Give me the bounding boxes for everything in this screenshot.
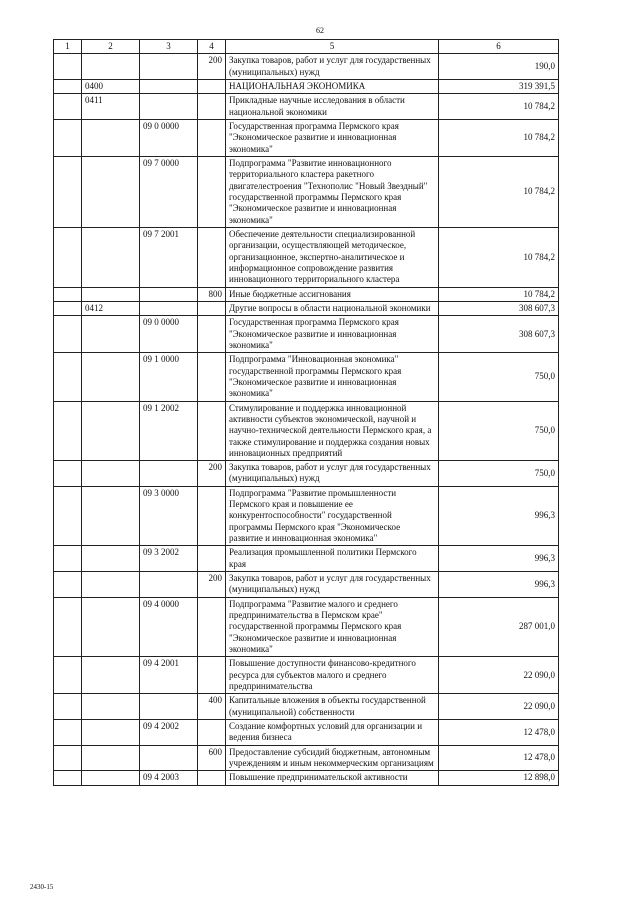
section-cell [54, 54, 82, 80]
description-cell: Создание комфортных условий для организации и ведения бизнеса [226, 720, 439, 746]
target-article-cell: 09 1 0000 [140, 353, 198, 401]
section-cell [54, 572, 82, 598]
subsection-cell [82, 316, 140, 353]
target-article-cell [140, 287, 198, 301]
table-row [54, 546, 559, 572]
subsection-cell [82, 771, 140, 785]
section-cell [54, 771, 82, 785]
target-article-cell: 09 4 2003 [140, 771, 198, 785]
target-article-cell [140, 745, 198, 771]
expense-type-cell [198, 353, 226, 401]
description-cell: НАЦИОНАЛЬНАЯ ЭКОНОМИКА [226, 79, 439, 93]
table-row [54, 316, 559, 353]
section-cell [54, 745, 82, 771]
expense-type-cell [198, 301, 226, 315]
column-header-6: 6 [439, 40, 559, 54]
target-article-cell [140, 79, 198, 93]
amount-cell: 10 784,2 [439, 94, 559, 120]
section-cell [54, 119, 82, 156]
subsection-cell [82, 156, 140, 227]
description-cell: Другие вопросы в области национальной экономики [226, 301, 439, 315]
section-cell [54, 401, 82, 461]
description-cell: Государственная программа Пермского края "Экономическое развитие и инновационная экономика" [226, 316, 439, 353]
expense-type-cell [198, 227, 226, 287]
budget-table [53, 39, 559, 786]
description-cell: Капитальные вложения в объекты государственной (муниципальной) собственности [226, 694, 439, 720]
description-cell: Подпрограмма "Развитие инновационного территориального кластера ракетного двигателестроения "Технополис "Новый Звездный" государственной программы Пермского края "Экономическое развитие и инновационная экономика" [226, 156, 439, 227]
description-cell: Государственная программа Пермского края "Экономическое развитие и инновационная экономика" [226, 119, 439, 156]
amount-cell: 750,0 [439, 353, 559, 401]
target-article-cell: 09 7 0000 [140, 156, 198, 227]
target-article-cell: 09 1 2002 [140, 401, 198, 461]
expense-type-cell: 200 [198, 572, 226, 598]
table-row [54, 119, 559, 156]
target-article-cell: 09 4 2001 [140, 657, 198, 694]
section-cell [54, 657, 82, 694]
subsection-cell [82, 461, 140, 487]
section-cell [54, 316, 82, 353]
subsection-cell [82, 720, 140, 746]
expense-type-cell [198, 546, 226, 572]
target-article-cell: 09 3 0000 [140, 486, 198, 546]
section-cell [54, 486, 82, 546]
table-row [54, 227, 559, 287]
table-row [54, 657, 559, 694]
target-article-cell: 09 0 0000 [140, 119, 198, 156]
target-article-cell: 09 3 2002 [140, 546, 198, 572]
subsection-cell [82, 227, 140, 287]
expense-type-cell [198, 597, 226, 657]
amount-cell: 308 607,3 [439, 316, 559, 353]
subsection-cell [82, 597, 140, 657]
expense-type-cell [198, 316, 226, 353]
description-cell: Стимулирование и поддержка инновационной активности субъектов экономической, научной и научно-технической деятельности Пермского края, а также стимулирование и поддержка создания новых инновационных предприятий [226, 401, 439, 461]
expense-type-cell: 200 [198, 461, 226, 487]
section-cell [54, 461, 82, 487]
table-row [54, 461, 559, 487]
target-article-cell [140, 94, 198, 120]
expense-type-cell [198, 94, 226, 120]
target-article-cell: 09 4 0000 [140, 597, 198, 657]
target-article-cell [140, 54, 198, 80]
amount-cell: 12 478,0 [439, 745, 559, 771]
description-cell: Прикладные научные исследования в области национальной экономики [226, 94, 439, 120]
section-cell [54, 156, 82, 227]
column-header-3: 3 [140, 40, 198, 54]
amount-cell: 996,3 [439, 546, 559, 572]
description-cell: Подпрограмма "Развитие промышленности Пермского края и повышение ее конкурентоспособности" государственной программы Пермского края "Экономическое развитие и инновационная экономика" [226, 486, 439, 546]
target-article-cell: 09 7 2001 [140, 227, 198, 287]
expense-type-cell [198, 119, 226, 156]
subsection-cell [82, 745, 140, 771]
table-row [54, 401, 559, 461]
description-cell: Обеспечение деятельности специализированной организации, осуществляющей методическое, организационное, экспертно-аналитическое и информационное сопровождение развития инновационного территориального кластера [226, 227, 439, 287]
target-article-cell: 09 4 2002 [140, 720, 198, 746]
target-article-cell [140, 301, 198, 315]
section-cell [54, 353, 82, 401]
amount-cell: 10 784,2 [439, 227, 559, 287]
amount-cell: 308 607,3 [439, 301, 559, 315]
amount-cell: 10 784,2 [439, 287, 559, 301]
amount-cell: 319 391,5 [439, 79, 559, 93]
target-article-cell: 09 0 0000 [140, 316, 198, 353]
table-row [54, 156, 559, 227]
description-cell: Закупка товаров, работ и услуг для государственных (муниципальных) нужд [226, 461, 439, 487]
table-row [54, 597, 559, 657]
table-row [54, 771, 559, 785]
table-row [54, 720, 559, 746]
expense-type-cell: 800 [198, 287, 226, 301]
subsection-cell [82, 401, 140, 461]
amount-cell: 996,3 [439, 572, 559, 598]
description-cell: Иные бюджетные ассигнования [226, 287, 439, 301]
amount-cell: 190,0 [439, 54, 559, 80]
column-header-4: 4 [198, 40, 226, 54]
subsection-cell [82, 54, 140, 80]
section-cell [54, 227, 82, 287]
expense-type-cell [198, 79, 226, 93]
amount-cell: 12 898,0 [439, 771, 559, 785]
section-cell [54, 720, 82, 746]
description-cell: Реализация промышленной политики Пермского края [226, 546, 439, 572]
table-row [54, 287, 559, 301]
section-cell [54, 694, 82, 720]
amount-cell: 287 001,0 [439, 597, 559, 657]
subsection-cell [82, 287, 140, 301]
table-row [54, 301, 559, 315]
subsection-cell: 0411 [82, 94, 140, 120]
section-cell [54, 79, 82, 93]
table-row [54, 94, 559, 120]
subsection-cell [82, 572, 140, 598]
description-cell: Подпрограмма "Развитие малого и среднего предпринимательства в Пермском крае" государственной программы Пермского края "Экономическое развитие и инновационная экономика" [226, 597, 439, 657]
expense-type-cell [198, 486, 226, 546]
section-cell [54, 301, 82, 315]
target-article-cell [140, 694, 198, 720]
table-row [54, 79, 559, 93]
subsection-cell [82, 694, 140, 720]
expense-type-cell [198, 156, 226, 227]
section-cell [54, 287, 82, 301]
expense-type-cell [198, 771, 226, 785]
description-cell: Предоставление субсидий бюджетным, автономным учреждениям и иным некоммерческим организациям [226, 745, 439, 771]
subsection-cell: 0412 [82, 301, 140, 315]
target-article-cell [140, 461, 198, 487]
subsection-cell [82, 657, 140, 694]
description-cell: Закупка товаров, работ и услуг для государственных (муниципальных) нужд [226, 572, 439, 598]
target-article-cell [140, 572, 198, 598]
column-header-2: 2 [82, 40, 140, 54]
subsection-cell [82, 353, 140, 401]
amount-cell: 10 784,2 [439, 119, 559, 156]
amount-cell: 750,0 [439, 401, 559, 461]
subsection-cell [82, 119, 140, 156]
table-row [54, 486, 559, 546]
expense-type-cell [198, 720, 226, 746]
subsection-cell: 0400 [82, 79, 140, 93]
expense-type-cell: 400 [198, 694, 226, 720]
subsection-cell [82, 486, 140, 546]
page-number: 62 [316, 26, 324, 35]
description-cell: Повышение доступности финансово-кредитного ресурса для субъектов малого и среднего предпринимательства [226, 657, 439, 694]
footer-code: 2430-15 [30, 883, 54, 891]
table-row [54, 353, 559, 401]
budget-table-body [54, 40, 559, 786]
subsection-cell [82, 546, 140, 572]
table-row [54, 745, 559, 771]
expense-type-cell [198, 657, 226, 694]
column-header-1: 1 [54, 40, 82, 54]
section-cell [54, 94, 82, 120]
section-cell [54, 546, 82, 572]
amount-cell: 996,3 [439, 486, 559, 546]
section-cell [54, 597, 82, 657]
column-header-5: 5 [226, 40, 439, 54]
expense-type-cell: 200 [198, 54, 226, 80]
expense-type-cell: 600 [198, 745, 226, 771]
amount-cell: 12 478,0 [439, 720, 559, 746]
table-row [54, 572, 559, 598]
amount-cell: 22 090,0 [439, 694, 559, 720]
description-cell: Закупка товаров, работ и услуг для государственных (муниципальных) нужд [226, 54, 439, 80]
amount-cell: 22 090,0 [439, 657, 559, 694]
description-cell: Повышение предпринимательской активности [226, 771, 439, 785]
table-row [54, 54, 559, 80]
table-header-row [54, 40, 559, 54]
amount-cell: 750,0 [439, 461, 559, 487]
expense-type-cell [198, 401, 226, 461]
description-cell: Подпрограмма "Инновационная экономика" государственной программы Пермского края "Экономическое развитие и инновационная экономика" [226, 353, 439, 401]
table-row [54, 694, 559, 720]
amount-cell: 10 784,2 [439, 156, 559, 227]
